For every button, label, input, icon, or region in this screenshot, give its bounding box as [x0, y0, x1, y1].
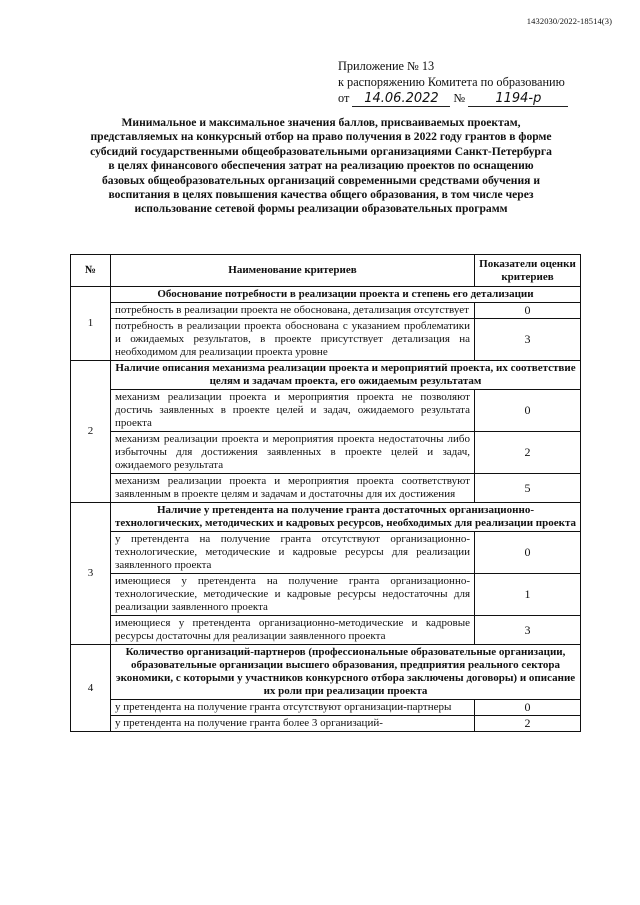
- criteria-table-body: [71, 287, 581, 732]
- criterion-option-text: потребность в реализации проекта обоснована с указанием проблематики и ожидаемых результатов, в проекте присутствует детализация на необходимом для реализации проекта уровне: [111, 319, 475, 361]
- criterion-title: Наличие описания механизма реализации проекта и мероприятий проекта, их соответствие целям и задачам проекта, его ожидаемым результатам: [111, 361, 581, 390]
- criterion-option-score: 0: [475, 303, 581, 319]
- criterion-option-row: [71, 574, 581, 616]
- criterion-option-text: механизм реализации проекта и мероприятия проекта не позволяют достичь заявленных в проекте целей и задач, ожидаемого результата проекта: [111, 390, 475, 432]
- criterion-option-score: 3: [475, 319, 581, 361]
- criterion-section-row: [71, 361, 581, 390]
- criterion-option-row: [71, 390, 581, 432]
- appendix-title: Приложение № 13: [338, 59, 435, 73]
- criterion-option-score: 5: [475, 474, 581, 503]
- criterion-option-score: 2: [475, 432, 581, 474]
- criterion-number: 3: [71, 503, 111, 645]
- criterion-option-row: [71, 716, 581, 732]
- criterion-option-score: 0: [475, 390, 581, 432]
- criterion-option-score: 0: [475, 532, 581, 574]
- header-criteria-name: Наименование критериев: [111, 255, 475, 287]
- criterion-option-row: [71, 319, 581, 361]
- criterion-option-text: механизм реализации проекта и мероприятия проекта недостаточны либо избыточны для достижения заявленных в проекте целей и задач, ожидаемого результата: [111, 432, 475, 474]
- appendix-date-line: [338, 90, 568, 107]
- header-number: №: [71, 255, 111, 287]
- criterion-title: Обоснование потребности в реализации проекта и степень его детализации: [111, 287, 581, 303]
- criterion-option-text: потребность в реализации проекта не обоснована, детализация отсутствует: [111, 303, 475, 319]
- appendix-order-reference: к распоряжению Комитета по образованию: [338, 75, 565, 89]
- criterion-number: 1: [71, 287, 111, 361]
- header-score: Показатели оценки критериев: [475, 255, 581, 287]
- criterion-option-row: [71, 616, 581, 645]
- criterion-option-text: имеющиеся у претендента организационно-методические и кадровые ресурсы достаточны для реализации заявленного проекта: [111, 616, 475, 645]
- handwritten-order-number: 1194-р: [468, 92, 568, 107]
- criterion-option-row: [71, 700, 581, 716]
- appendix-block: [338, 58, 568, 107]
- criteria-table: [70, 254, 581, 732]
- document-title: Минимальное и максимальное значения баллов, присваиваемых проектам, представляемых на конкурсный отбор на право получения в 2022 году грантов в форме субсидий государственными общеобразовательными организациями Санкт-Петербурга в целях финансового обеспечения затрат на реализацию проектов по оснащению базовых общеобразовательных организаций современными средствами обучения и воспитания в целях повышения качества общего образования, в том числе через использование сетевой формы реализации образовательных программ: [90, 116, 552, 216]
- criterion-option-text: имеющиеся у претендента на получение гранта организационно-технологические, методические и кадровые ресурсы недостаточны для реализации заявленного проекта: [111, 574, 475, 616]
- criterion-option-score: 2: [475, 716, 581, 732]
- criterion-number: 2: [71, 361, 111, 503]
- criterion-option-score: 1: [475, 574, 581, 616]
- criterion-option-row: [71, 474, 581, 503]
- criterion-option-score: 3: [475, 616, 581, 645]
- criterion-title: Наличие у претендента на получение гранта достаточных организационно-технологических, методических и кадровых ресурсов, необходимых для реализации проекта: [111, 503, 581, 532]
- handwritten-date: 14.06.2022: [352, 92, 450, 107]
- number-label: №: [453, 91, 466, 105]
- criterion-number: 4: [71, 645, 111, 732]
- criterion-title: Количество организаций-партнеров (профессиональные образовательные организации, образовательные организации высшего образования, предприятия реального сектора экономики, с которыми у участников конкурсного отбора заключены договоры) и описание их роли при реализации проекта: [111, 645, 581, 700]
- criterion-section-row: [71, 287, 581, 303]
- criterion-section-row: [71, 503, 581, 532]
- criterion-option-text: у претендента на получение гранта более 3 организаций-: [111, 716, 475, 732]
- criterion-option-score: 0: [475, 700, 581, 716]
- criterion-option-text: механизм реализации проекта и мероприятия проекта соответствуют заявленным в проекте целям и задачам и достаточны для их достижения: [111, 474, 475, 503]
- document-registration-number: 1432030/2022-18514(3): [526, 16, 612, 26]
- criterion-option-row: [71, 432, 581, 474]
- criterion-option-row: [71, 532, 581, 574]
- criterion-section-row: [71, 645, 581, 700]
- criterion-option-row: [71, 303, 581, 319]
- criterion-option-text: у претендента на получение гранта отсутствуют организационно-технологические, методические и кадровые ресурсы для реализации заявленного проекта: [111, 532, 475, 574]
- from-label: от: [338, 91, 350, 105]
- criterion-option-text: у претендента на получение гранта отсутствуют организации-партнеры: [111, 700, 475, 716]
